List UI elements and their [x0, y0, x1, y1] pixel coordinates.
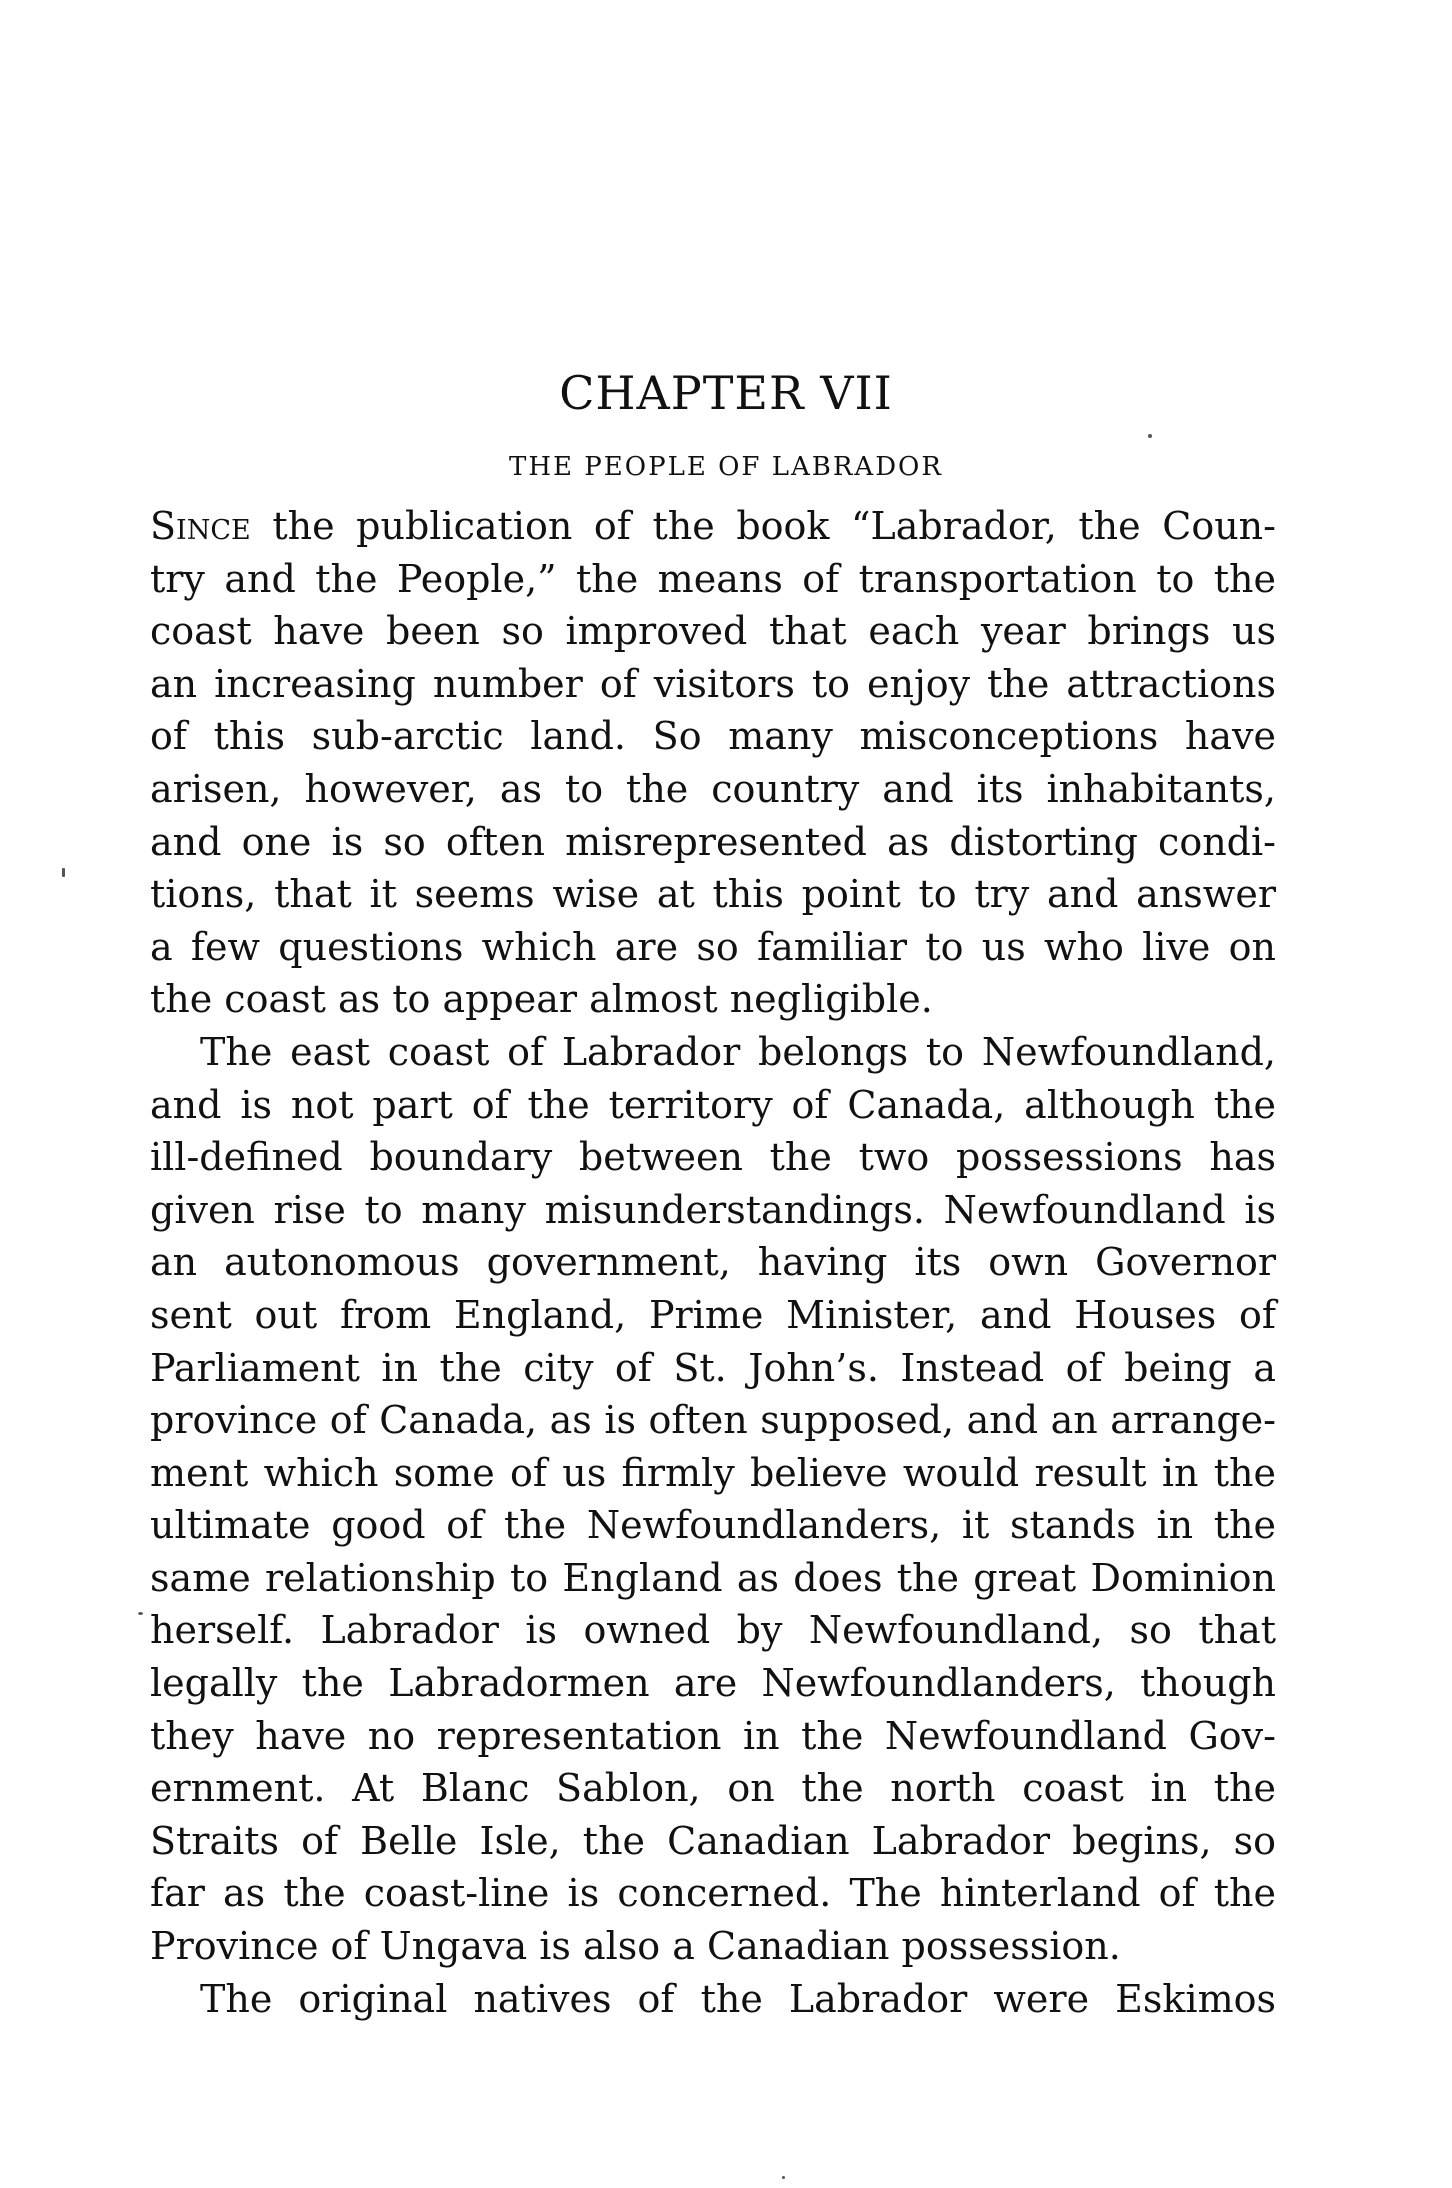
- chapter-subtitle: THE PEOPLE OF LABRADOR: [509, 452, 943, 482]
- chapter-title: CHAPTER VII: [559, 366, 893, 420]
- text-line: coast have been so improved that each year brings us: [150, 609, 1276, 654]
- text-line: and is not part of the territory of Canada, although the: [150, 1082, 1276, 1127]
- text-line: ill-defined boundary between the two possessions has: [150, 1135, 1276, 1180]
- text-line: arisen, however, as to the country and its inhabitants,: [150, 766, 1276, 811]
- text-line: of this sub-arctic land. So many misconceptions have: [150, 714, 1276, 759]
- text-line: ment which some of us firmly believe would result in the: [150, 1450, 1276, 1495]
- scan-speck: [62, 868, 65, 877]
- text-line: an autonomous government, having its own Governor: [150, 1240, 1276, 1285]
- text-line: province of Canada, as is often supposed, and an arrange-: [150, 1398, 1276, 1443]
- text-line: and one is so often misrepresented as distorting condi-: [150, 819, 1276, 864]
- text-line: they have no representation in the Newfoundland Gov-: [150, 1713, 1276, 1758]
- text-line: same relationship to England as does the great Dominion: [150, 1555, 1276, 1600]
- text-line: the coast as to appear almost negligible.: [150, 977, 933, 1022]
- text-line: Straits of Belle Isle, the Canadian Labrador begins, so: [150, 1818, 1276, 1863]
- paragraph: [150, 500, 1276, 1026]
- text-line: Since the publication of the book “Labrador, the Coun-: [150, 504, 1276, 548]
- scan-speck: [782, 2176, 785, 2179]
- drop-lead-word: Since: [150, 504, 251, 548]
- text-line: Province of Ungava is also a Canadian possession.: [150, 1924, 1121, 1969]
- text-line: tions, that it seems wise at this point to try and answer: [150, 872, 1276, 917]
- body-text: [150, 500, 1276, 2025]
- text-line: Parliament in the city of St. John’s. Instead of being a: [150, 1345, 1276, 1390]
- text-line: ernment. At Blanc Sablon, on the north coast in the: [150, 1766, 1276, 1811]
- text-line: far as the coast-line is concerned. The hinterland of the: [150, 1871, 1276, 1916]
- scan-speck: [138, 1612, 143, 1615]
- paragraph: [150, 1026, 1276, 1973]
- paragraph: [150, 1973, 1276, 2026]
- text-line: try and the People,” the means of transportation to the: [150, 556, 1276, 601]
- text-line: given rise to many misunderstandings. Newfoundland is: [150, 1187, 1276, 1232]
- text-line: sent out from England, Prime Minister, and Houses of: [150, 1292, 1276, 1337]
- text-line: ultimate good of the Newfoundlanders, it stands in the: [150, 1503, 1276, 1548]
- text-line: a few questions which are so familiar to us who live on: [150, 924, 1276, 969]
- text-line: The original natives of the Labrador were Eskimos: [200, 1976, 1276, 2021]
- text-line: The east coast of Labrador belongs to Newfoundland,: [200, 1029, 1276, 1074]
- scan-speck: [1148, 434, 1152, 438]
- text-line: legally the Labradormen are Newfoundlanders, though: [150, 1661, 1276, 1706]
- text-line: an increasing number of visitors to enjoy the attractions: [150, 661, 1276, 706]
- text-line: herself. Labrador is owned by Newfoundland, so that: [150, 1608, 1276, 1653]
